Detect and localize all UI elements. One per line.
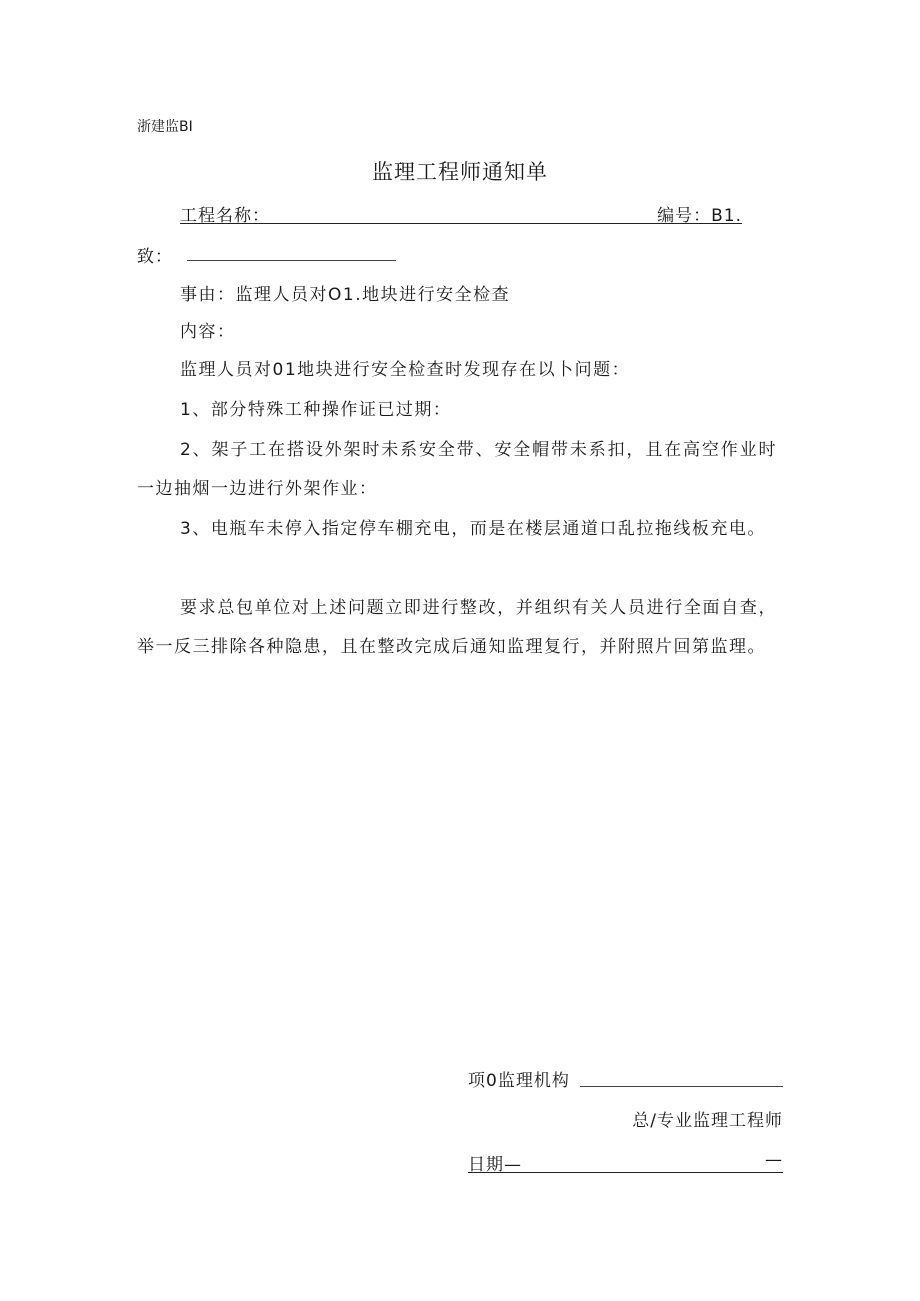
issue-item-2: 2、架子工在搭设外架时未系安全带、安全帽带未系扣，且在高空作业时一边抽烟一边进行外架作业： (137, 440, 777, 499)
intro-paragraph: 监理人员对01地块进行安全检查时发现存在以卜问题： (180, 360, 631, 380)
project-name-row (180, 201, 742, 224)
to-recipient-blank (187, 260, 396, 261)
number-label: 编号：B1. (657, 206, 742, 226)
project-name-label: 工程名称： (180, 206, 270, 226)
supervision-org-blank (580, 1086, 783, 1087)
content-label: 内容： (180, 322, 236, 342)
subject-line: 事由：监理人员对O1.地块进行安全检查 (180, 285, 511, 305)
form-code: 浙建监BI (137, 119, 193, 135)
requirement-paragraph: 要求总包单位对上述问题立即进行整改，并组织有关人员进行全面自查，举一反三排除各种隐患，且在整改完成后通知监理复行，并附照片回第监理。 (137, 598, 777, 657)
page-title: 监理工程师通知单 (372, 160, 548, 184)
date-row (468, 1150, 783, 1173)
issue-item-1: 1、部分特殊工种操作证已过期： (180, 400, 452, 420)
to-label: 致： (137, 247, 173, 267)
date-tail: — (765, 1150, 783, 1170)
date-label: 日期— (468, 1155, 522, 1175)
engineer-label: 总/专业监理工程师 (632, 1111, 783, 1131)
supervision-org-label: 项0监理机构 (468, 1071, 570, 1091)
issue-item-3: 3、电瓶车未停入指定停车棚充电，而是在楼层通道口乱拉拖线板充电。 (180, 519, 766, 539)
